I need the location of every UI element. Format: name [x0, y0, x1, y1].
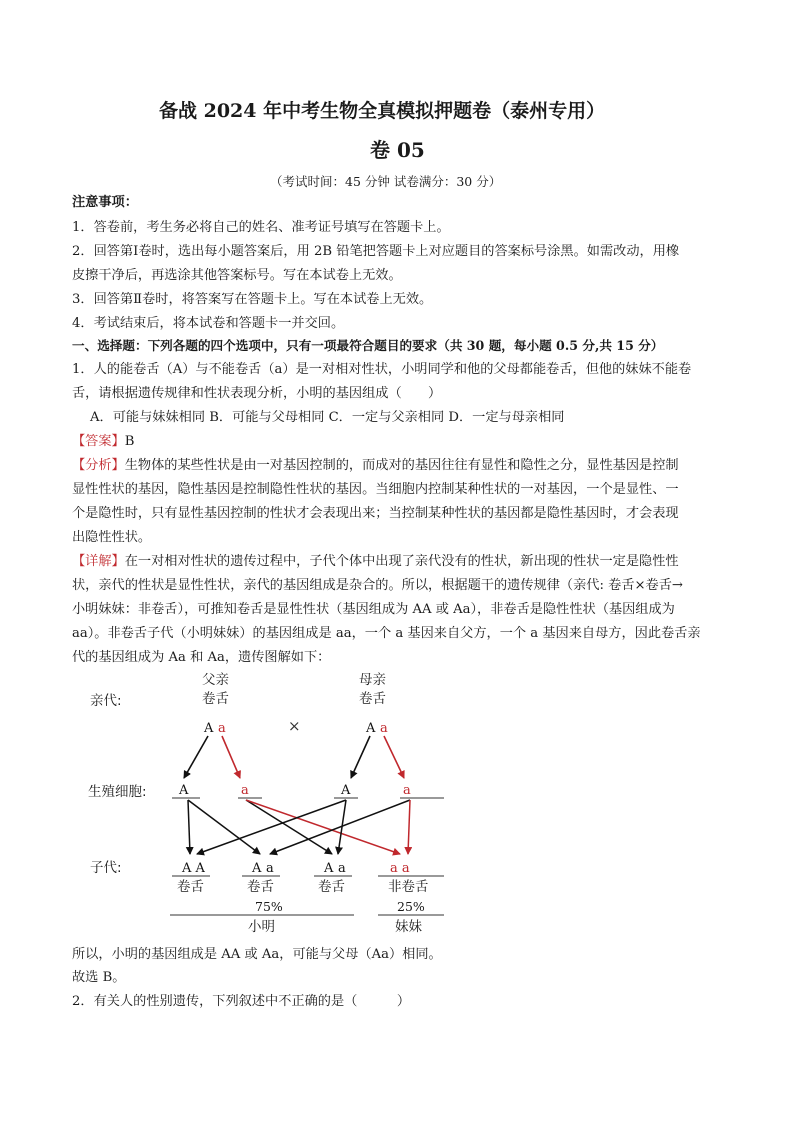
q1-detail-2: 状，亲代的性状是显性性状，亲代的基因组成是杂合的。所以，根据题干的遗传规律（亲代: 卷舌×卷舌→: [72, 578, 683, 593]
q1-detail-1: [72, 550, 679, 574]
arrow-fA-AA: [188, 800, 190, 854]
mother-label: 母亲: [359, 672, 386, 688]
q1-stem-cont: 舌，请根据遗传规律和性状表现分析，小明的基因组成（ ）: [72, 386, 442, 401]
row-label-parent: 亲代:: [90, 693, 122, 709]
offspring-AA: A A: [182, 861, 205, 876]
father-gene-a: a: [218, 721, 226, 736]
analysis-tag: 【分析】: [72, 458, 125, 473]
mother-gene-a: a: [380, 721, 388, 736]
q1-detail-4: aa）。非卷舌子代（小明妹妹）的基因组成是 aa，一个 a 基因来自父方，一个 a 基因来自母方，因此卷舌亲: [72, 626, 701, 641]
q1-stem: 1．人的能卷舌（A）与不能卷舌（a）是一对相对性状，小明同学和他的父母都能卷舌，但他的妹妹不能卷: [72, 362, 692, 377]
gamete-mother-A: A: [341, 783, 351, 798]
label-xiaoming: 小明: [248, 919, 275, 935]
q2-stem: 2．有关人的性别遗传，下列叙述中不正确的是（ ）: [72, 994, 411, 1009]
answer-value: B: [124, 434, 135, 449]
offspring-Aa-2-a: a: [338, 861, 346, 876]
mother-gene-A: A: [366, 721, 376, 736]
trait-AA: 卷舌: [177, 879, 204, 895]
gamete-father-a: a: [241, 783, 249, 798]
detail-text: 在一对相对性状的遗传过程中，子代个体中出现了亲代没有的性状，新出现的性状一定是隐性性: [124, 554, 679, 569]
cross-sign: ×: [288, 717, 301, 735]
paper-number: 卷 05: [370, 138, 425, 162]
mother-trait: 卷舌: [359, 691, 386, 707]
detail-tag: 【详解】: [72, 554, 125, 569]
q1-choose: 故选 B。: [72, 970, 126, 985]
arrow-mother-A: [351, 736, 370, 778]
gamete-mother-a: a: [403, 783, 411, 798]
exam-info: （考试时间：45 分钟 试卷满分：30 分）: [270, 174, 502, 189]
trait-aa: 非卷舌: [388, 879, 429, 895]
offspring-aa: a a: [390, 861, 410, 876]
row-label-gamete: 生殖细胞:: [88, 784, 147, 800]
analysis-text: 生物体的某些性状是由一对基因控制的，而成对的基因往往有显性和隐性之分，显性基因是控制: [124, 458, 679, 473]
pct-recessive: 25%: [397, 899, 425, 914]
note-item-3: 3．回答第Ⅱ卷时，将答案写在答题卡上。写在本试卷上无效。: [72, 292, 433, 307]
q1-analysis-3: 个是隐性时，只有显性基因控制的性状才会表现出来；当控制某种性状的基因都是隐性基因时，才会表现: [72, 506, 679, 521]
answer-tag: 【答案】: [72, 434, 125, 449]
note-item-2: 2．回答第Ⅰ卷时，选出每小题答案后，用 2B 铅笔把答题卡上对应题目的答案标号涂黑。如需改动，用橡: [72, 244, 680, 259]
arrow-ma-Aa: [270, 800, 410, 854]
father-label: 父亲: [202, 672, 229, 688]
page-title: 备战 2024 年中考生物全真模拟押题卷（泰州专用）: [159, 100, 606, 122]
note-item-2-cont: 皮擦干净后，再选涂其他答案标号。写在本试卷上无效。: [72, 268, 402, 283]
offspring-Aa-2-A: A: [324, 861, 334, 876]
q1-analysis-1: [72, 454, 679, 478]
father-gene-A: A: [204, 721, 214, 736]
offspring-Aa-1-A: A: [252, 861, 262, 876]
arrow-mother-a: [384, 736, 404, 778]
q1-detail-3: 小明妹妹：非卷舌），可推知卷舌是显性性状（基因组成为 AA 或 Aa），非卷舌是隐性性状（基因组成为: [72, 602, 675, 617]
q1-options: A．可能与妹妹相同 B．可能与父母相同 C．一定与父亲相同 D．一定与母亲相同: [90, 410, 565, 425]
q1-detail-5: 代的基因组成为 Aa 和 Aa，遗传图解如下：: [72, 650, 331, 665]
arrow-father-a: [222, 736, 240, 778]
q1-analysis-2: 显性性状的基因，隐性基因是控制隐性性状的基因。当细胞内控制某种性状的一对基因，一个是显性、一: [72, 482, 679, 497]
pct-dominant: 75%: [255, 899, 283, 914]
note-item-1: 1．答卷前，考生务必将自己的姓名、准考证号填写在答题卡上。: [72, 220, 450, 235]
trait-Aa-1: 卷舌: [247, 879, 274, 895]
gamete-father-A: A: [179, 783, 189, 798]
notes-heading: 注意事项：: [72, 195, 138, 210]
genetic-diagram: [80, 668, 480, 948]
row-label-offspring: 子代:: [90, 860, 122, 876]
section-heading: 一、选择题：下列各题的四个选项中，只有一项最符合题目的要求（共 30 题，每小题 0.5 分,共 15 分）: [72, 338, 664, 353]
arrow-fA-Aa: [188, 800, 260, 854]
arrow-father-A: [184, 736, 208, 778]
label-sister: 妹妹: [395, 919, 422, 935]
offspring-Aa-1-a: a: [266, 861, 274, 876]
q1-conclusion: 所以，小明的基因组成是 AA 或 Aa，可能与父母（Aa）相同。: [72, 947, 442, 962]
father-trait: 卷舌: [202, 691, 229, 707]
q1-answer: [72, 430, 134, 454]
trait-Aa-2: 卷舌: [318, 879, 345, 895]
q1-analysis-4: 出隐性性状。: [72, 530, 152, 545]
arrow-ma-aa: [408, 800, 410, 854]
note-item-4: 4．考试结束后，将本试卷和答题卡一并交回。: [72, 316, 345, 331]
